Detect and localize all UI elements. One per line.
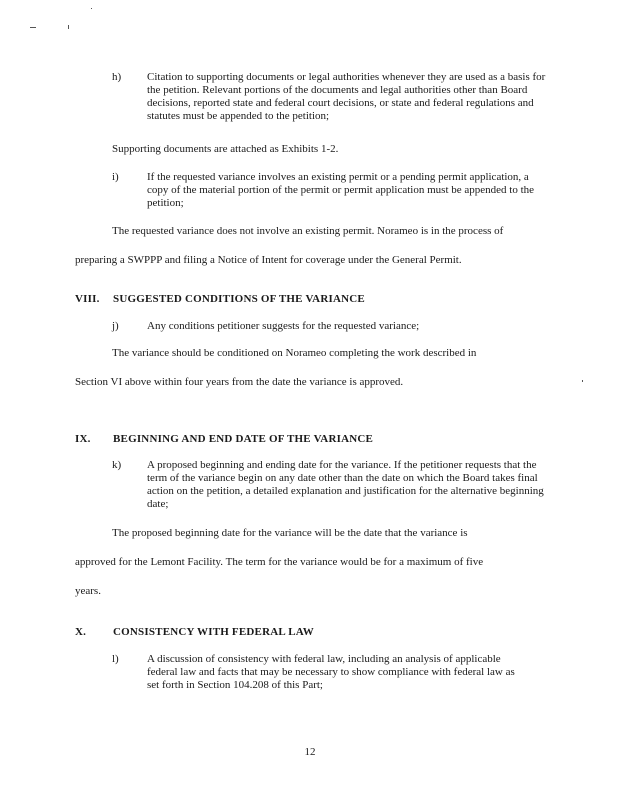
permit-response-line-1: The requested variance does not involve an existing permit. Norameo is in the process of xyxy=(112,225,504,237)
dates-response-line-2: approved for the Lemont Facility. The term for the variance would be for a maximum of five xyxy=(75,556,484,568)
section-x-number: X. xyxy=(75,626,87,638)
scan-speck xyxy=(91,8,92,9)
section-x-heading xyxy=(75,626,555,640)
item-j-text: Any conditions petitioner suggests for the requested variance; xyxy=(147,320,420,332)
conditions-response-line-1: The variance should be conditioned on Norameo completing the work described in xyxy=(112,347,477,359)
item-l-letter: l) xyxy=(112,653,119,665)
item-k-letter: k) xyxy=(112,459,122,471)
section-viii-title: SUGGESTED CONDITIONS OF THE VARIANCE xyxy=(113,293,365,305)
item-i-letter: i) xyxy=(112,171,119,183)
scan-speck xyxy=(68,25,69,29)
supporting-docs-text: Supporting documents are attached as Exhibits 1-2. xyxy=(112,143,339,155)
dates-response-line-1: The proposed beginning date for the variance will be the date that the variance is xyxy=(112,527,468,539)
dates-response-line-3: years. xyxy=(75,585,101,597)
section-x-title: CONSISTENCY WITH FEDERAL LAW xyxy=(113,626,314,638)
section-ix-number: IX. xyxy=(75,433,91,445)
section-viii-heading xyxy=(75,293,555,307)
scan-speck xyxy=(582,380,583,382)
page-number: 12 xyxy=(304,746,316,758)
item-h-text: Citation to supporting documents or legal authorities whenever they are used as a basis for the petition. Relevant portions of the documents and legal authorities other than Board decisions, reported state and federal court decisions, or state and federal regulations and statutes must be appended to the petition; xyxy=(147,71,546,122)
item-l-text: A discussion of consistency with federal law, including an analysis of applicable federal law and facts that may be necessary to show compliance with federal law as set forth in Section 104.208 of this Part; xyxy=(147,653,515,691)
section-ix-title: BEGINNING AND END DATE OF THE VARIANCE xyxy=(113,433,374,445)
item-i-text: If the requested variance involves an existing permit or a pending permit application, a copy of the material portion of the permit or permit application must be appended to the petition; xyxy=(147,171,535,209)
item-k-text: A proposed beginning and ending date for the variance. If the petitioner requests that the term of the variance begin on any date other than the date on which the Board takes final action on the petition, a detailed explanation and justification for the alternative beginning date; xyxy=(147,459,544,510)
conditions-response-line-2: Section VI above within four years from the date the variance is approved. xyxy=(75,376,404,388)
scan-speck xyxy=(30,27,36,28)
section-ix-heading xyxy=(75,433,555,447)
item-j-letter: j) xyxy=(112,320,119,332)
item-h-letter: h) xyxy=(112,71,122,83)
section-viii-number: VIII. xyxy=(75,293,100,305)
permit-response-line-2: preparing a SWPPP and filing a Notice of Intent for coverage under the General Permit. xyxy=(75,254,462,266)
